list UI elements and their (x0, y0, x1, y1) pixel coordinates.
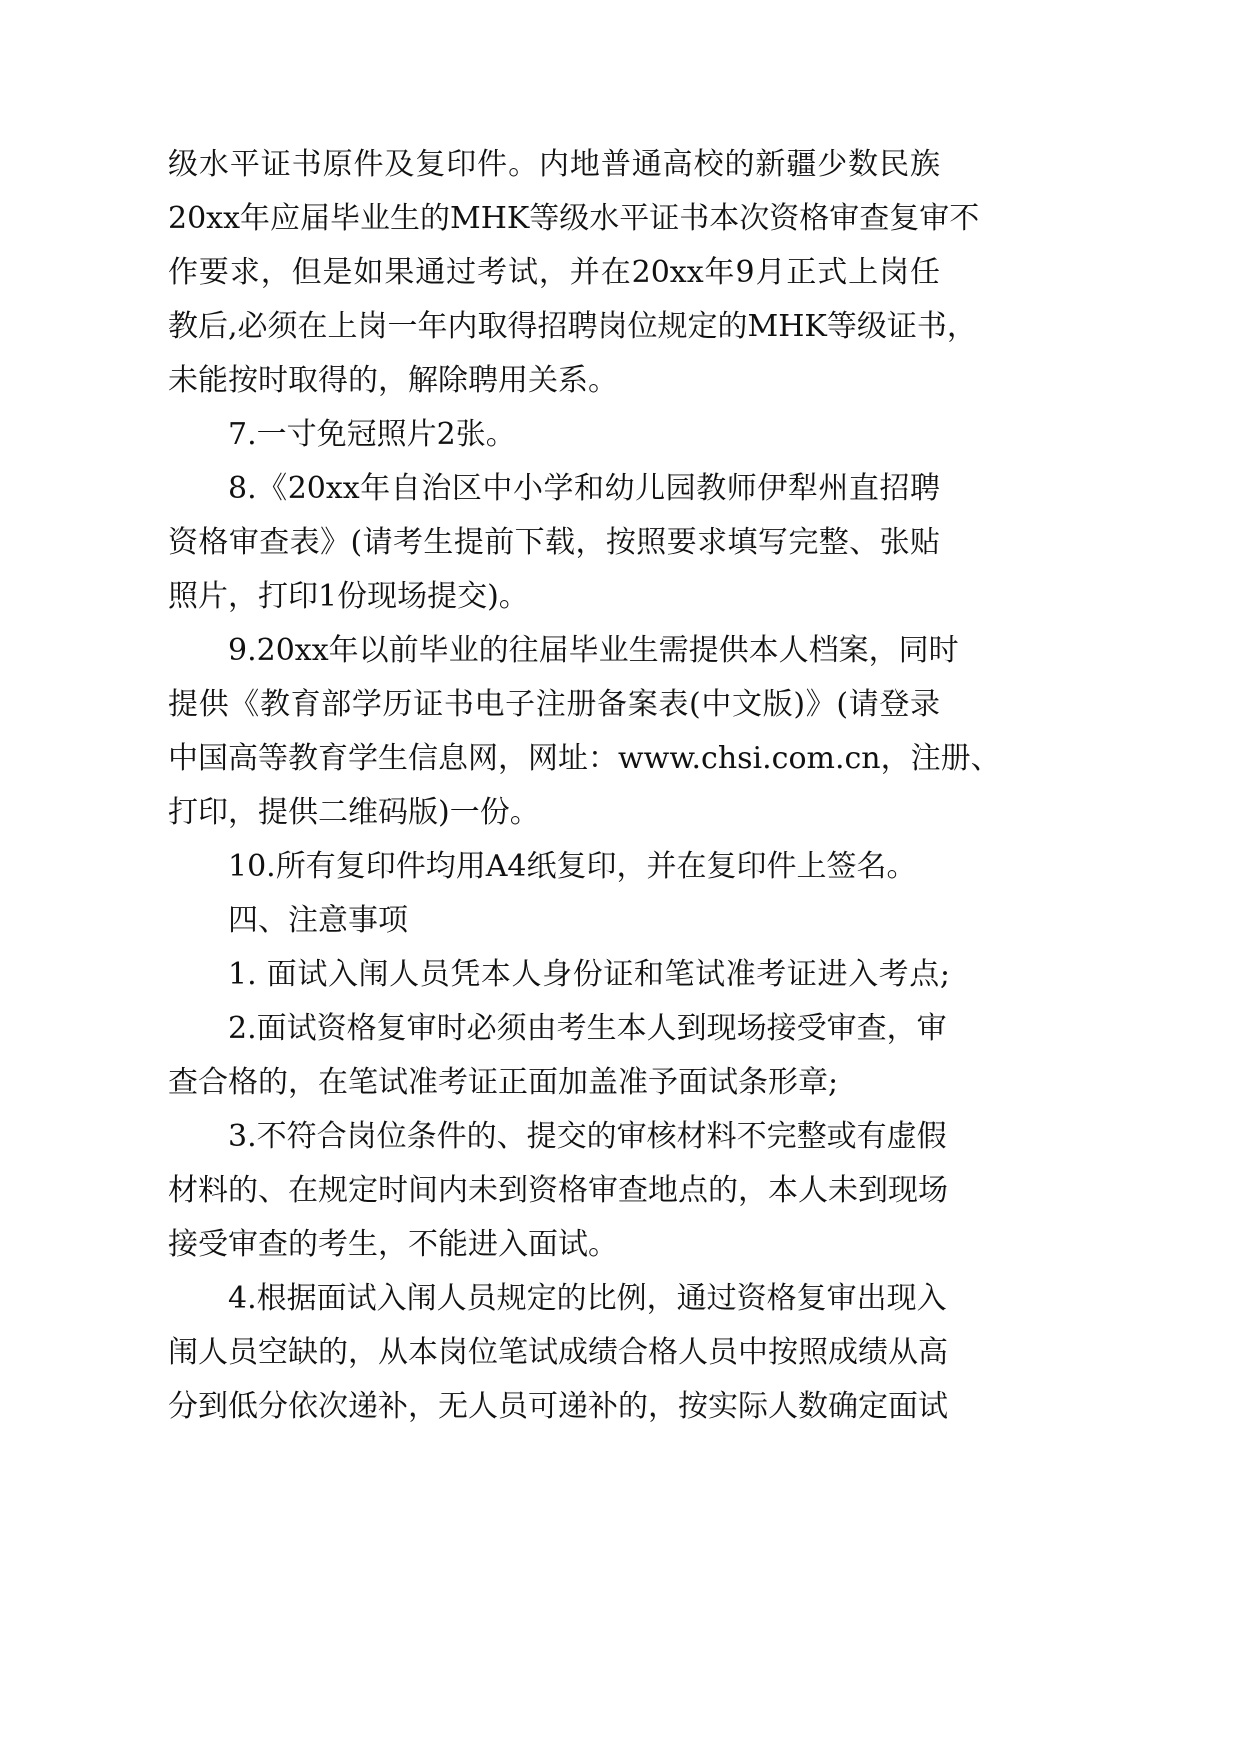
text-line: 打印，提供二维码版)一份。 (168, 795, 540, 830)
text-line: 资格审查表》(请考生提前下载，按照要求填写完整、张贴 (168, 525, 940, 560)
text-line: 级水平证书原件及复印件。内地普通高校的新疆少数民族 (168, 147, 940, 182)
text-line: 中国高等教育学生信息网，网址：www.chsi.com.cn，注册、 (168, 741, 1001, 776)
list-item: 8.《20xx年自治区中小学和幼儿园教师伊犁州直招聘 (228, 471, 940, 506)
list-item: 10.所有复印件均用A4纸复印，并在复印件上签名。 (228, 849, 917, 884)
text-line: 作要求，但是如果通过考试，并在20xx年9月正式上岗任 (168, 255, 940, 290)
list-item: 4.根据面试入闱人员规定的比例，通过资格复审出现入 (228, 1281, 947, 1316)
text-line: 闱人员空缺的，从本岗位笔试成绩合格人员中按照成绩从高 (168, 1335, 948, 1370)
text-line: 提供《教育部学历证书电子注册备案表(中文版)》(请登录 (168, 687, 940, 722)
text-line: 接受审查的考生，不能进入面试。 (168, 1227, 618, 1262)
text-line: 教后,必须在上岗一年内取得招聘岗位规定的MHK等级证书， (168, 309, 977, 344)
text-line: 材料的、在规定时间内未到资格审查地点的，本人未到现场 (168, 1173, 948, 1208)
text-line: 20xx年应届毕业生的MHK等级水平证书本次资格审查复审不 (168, 201, 980, 236)
list-item: 3.不符合岗位条件的、提交的审核材料不完整或有虚假 (228, 1119, 947, 1154)
list-item: 2.面试资格复审时必须由考生本人到现场接受审查，审 (228, 1011, 947, 1046)
text-line: 查合格的，在笔试准考证正面加盖准予面试条形章; (168, 1065, 839, 1100)
list-item: 1. 面试入闱人员凭本人身份证和笔试准考证进入考点; (228, 957, 950, 992)
section-heading: 四、注意事项 (228, 903, 408, 938)
text-line: 分到低分依次递补，无人员可递补的，按实际人数确定面试 (168, 1389, 948, 1424)
list-item: 9.20xx年以前毕业的往届毕业生需提供本人档案，同时 (228, 633, 959, 668)
list-item: 7.一寸免冠照片2张。 (228, 417, 516, 452)
text-line: 照片，打印1份现场提交)。 (168, 579, 529, 614)
text-line: 未能按时取得的，解除聘用关系。 (168, 363, 618, 398)
